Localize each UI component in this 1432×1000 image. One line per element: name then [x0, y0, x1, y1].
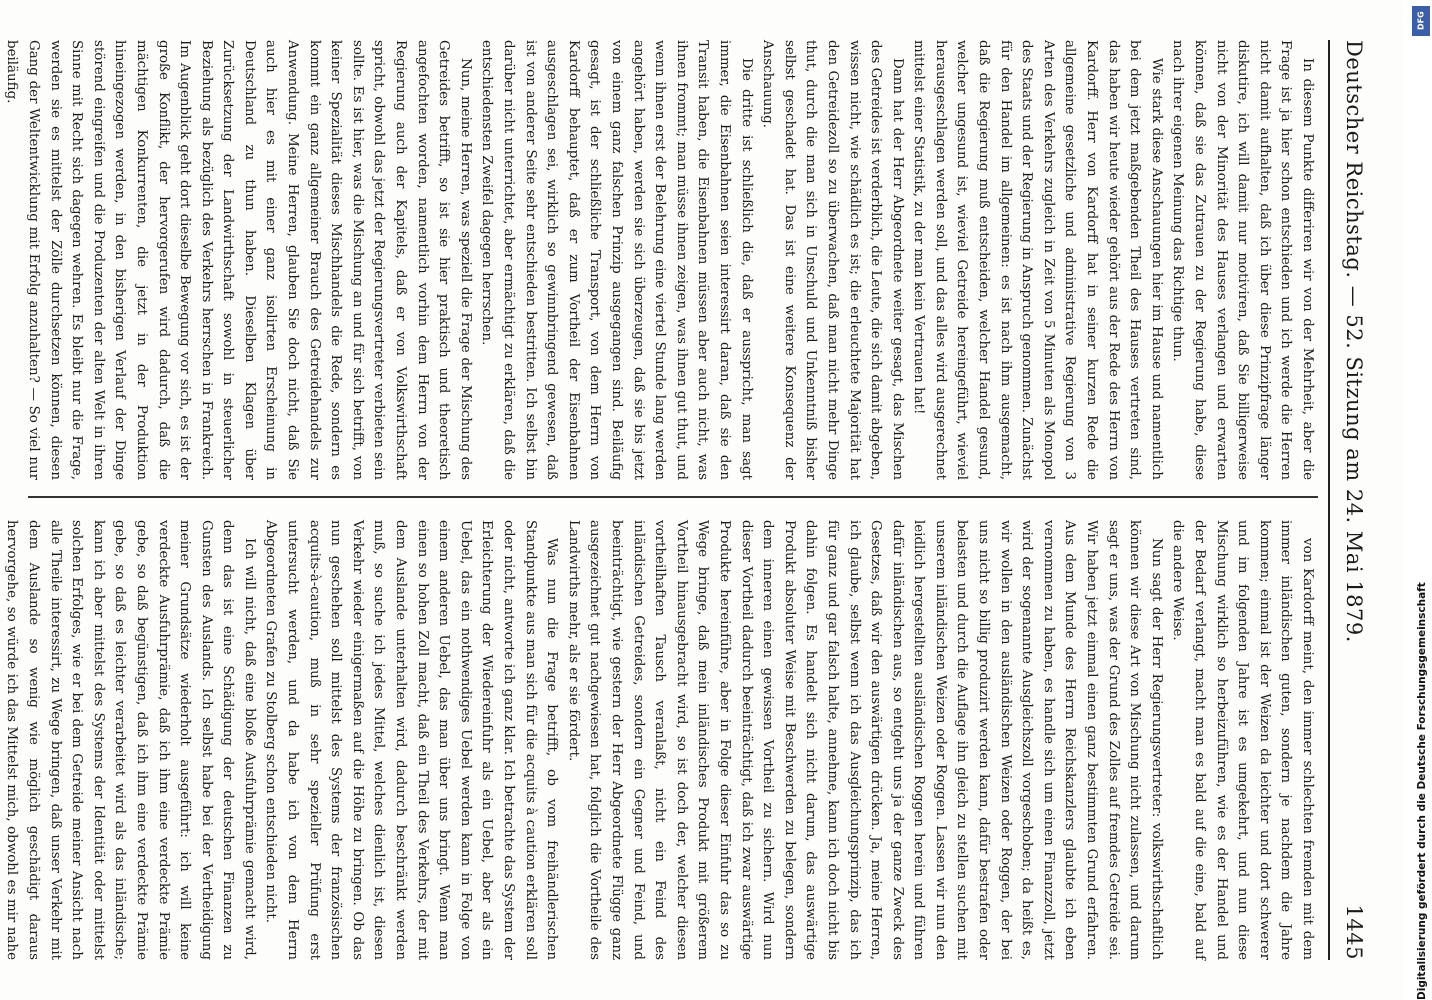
paragraph	[0, 40, 1, 480]
page-number: 1445	[1342, 904, 1366, 960]
paragraph: Was nun die Frage betrifft, ob vom freihändlerischen Standpunkte aus man sich für die acquits à caution erklären soll oder nicht, antworte ich ganz klar. Ich betrachte das System der Erleichterung der Wiedereinfuhr als ein Uebel, aber als ein Uebel, das ein nothwendiges Uebel werden kann in Folge von einem anderen Uebel, das man über uns bringt. Wenn man einen so hohen Zoll macht, daß ein Theil des Verkehrs, der mit dem Auslande unterhalten wird, dadurch beschränkt werden muß, so suche ich jedes Mittel, welches dienlich ist, diesen Verkehr wieder einigermaßen auf die Höhe zu bringen. Ob das nun geschehen soll mittelst des Systems der französischen acquits-à-caution, muß in sehr spezieller Prüfung erst untersucht werden, und da habe ich von dem Herrn Abgeordneten Grafen zu Stolberg schon entschieden nicht.	[263, 520, 560, 960]
paragraph: Die dritte ist schließlich die, daß er ausspricht, man sagt immer, die Eisenbahnen seien interessirt daran, daß sie den Transit haben, die Eisenbahnen müssen aber auch nicht, was ihnen frommt; man müsse ihnen zeigen, was ihnen gut thut, und wenn ihnen erst der Belehrung eine viertel Stunde lang werden angehört haben, werden sie sich überzeugen, daß sie bis jetzt von einem ganz falschen Prinzip ausgegangen sind. Beiläufig gesagt, ist der schließliche Transport, von dem Herrn von Kardorff behauptet, daß er zum Vortheil der Eisenbahnen ausgeschlagen sei, wirklich so gewinnbringend gewesen, daß ist von anderer Seite sehr entschieden bestritten. Ich selbst bin darüber nicht unterrichtet, aber ermächtigt zu erklären, daß die entschiedensten Zweifel dagegen herrschen.	[479, 40, 754, 480]
paragraph: Nun, meine Herren, was speziell die Frage der Mischung des Getreides betrifft, so ist sie hier praktisch und theoretisch angefochten worden, namentlich vorhin dem Herrn von der Regierung auch der Kapitels, daß er von Volkswirthschaft spricht, obwohl das jetzt der Regierungsvertreter verbieten sein sollte. Es ist hier, was die Mischung an und für sich betrifft, von keiner Spezialität dieses Mischhandels die Rede, sondern es kommt ein ganz allgemeiner Brauch des Getreidehandels zur Anwendung. Meine Herren, glauben Sie doch nicht, daß Sie auch hier es mit einer ganz isolirten Erscheinung in Deutschland zu thun haben. Dieselben Klagen über Zurücksetzung der Landwirthschaft sowohl in steuerlicher Beziehung als bezüglich des Verkehrs herrschen in Frankreich. Im Augenblick geht dort dieselbe Bewegung vor sich, es ist der große Konflikt, der hervorgerufen wird dadurch, daß die mächtigen Konkurrenten, die jetzt in der Produktion hineingezogen werden, in den bisherigen Verlauf der Dinge störend eingreifen und die Produzenten der alten Welt in ihren Sinne mit Recht sich dagegen wehren. Es bleibt nur die Frage, werden sie es mittelst der Zölle durchsetzen können, diesen Gang der Weltentwicklung mit Erfolg anzuhalten? — So viel nur beiläufig.	[4, 40, 473, 480]
digitization-credit: Digitalisierung gefördert durch die Deutsche Forschungsgemeinschaft	[1416, 582, 1428, 1000]
paragraph: Nun sagt der Herr Regierungsvertreter: volkswirthschaftlich können wir diese Art von Mischung nicht zulassen, und darum sagt er uns, was der Grund des Zolles auf fremdes Getreide sei. Wir haben jetzt einmal einen ganz bestimmten Grund erfahren. Aus dem Munde des Herrn Reichskanzlers glaubte ich eben vernommen zu haben, es handle sich um einen Finanzzoll, jetzt wird der sogenannte Ausgleichszoll vorgeschoben; da heißt es, wir wollen in den ausländischen Weizen oder Roggen, der bei uns nicht so billig produzirt werden kann, dafür bestrafen oder belasten und durch die Auflage ihn gleich zu stellen suchen mit unserem inländischen Weizen oder Roggen. Lassen wir nun den leidlich hergestellten ausländischen Roggen herein und führen dafür inländischen aus, so entgeht uns ja der ganze Zweck des Gesetzes, daß wir den auswärtigen drücken. Ja, meine Herren, ich glaube, selbst wenn ich das Ausgleichungsprinzip, das ich für ganz und gar falsch halte, annehme, kann ich doch nicht bis dahin folgen. Es handelt sich nicht darum, das auswärtige Produkt absoluter Weise mit Beschwerden zu belegen, sondern dem inneren einen gewissen Vortheil zu sichern. Wird nun dieser Vortheil dadurch beeinträchtigt, daß ich zwar auswärtige Produkte hereinführe, aber in Folge dieser Einfuhr das so zu Wege bringe, daß mein inländisches Produkt mit größerem Vortheil hinausgebracht wird, so ist doch der, welcher diesen vortheilhaften Tausch veranlaßt, nicht ein Feind des inländischen Getreides, sondern ein Gegner und Feind, und beeinträchtigt, wie gestern der Herr Abgeordnete Flügge ganz ausgezeichnet gut nachgewiesen hat, folglich die Vortheile des Landwirths mehr, als er sie fördert.	[565, 520, 1164, 960]
paragraph: Ich will nicht, daß eine bloße Ausfuhrprämie gemacht wird, denn das ist eine Schädigung der deutschen Finanzen zu Gunsten des Auslands. Ich selbst habe bei der Vertheidigung meiner Grundsätze wiederholt ausgeführt: ich will keine verdeckte Ausfuhrprämie, daß ich ihm eine verdeckte Prämie gebe, so daß begünstigen, daß ich ihm eine verdeckte Prämie gebe, so daß es leichter verarbeitet wird als das inländische; kann ich aber mittelst des Systems der Identität oder mittelst solchen Erfolges, wie er bei dem Getreide meiner Ansicht nach alle Theile interessirt, zu Wege bringen, daß unser Verkehr mit dem Auslande so wenig wie möglich geschädigt daraus hervorgehe, so würde ich das Mittelst mich, obwohl es mir nahe	[4, 520, 257, 960]
paragraph: In diesem Punkte differiren wir von der Mehrheit, aber die Frage ist ja hier schon entschieden und ich werde die Herren nicht damit aufhalten, daß ich über diese Prinzipfrage länger diskutire, ich will damit nur motiviren, daß Sie billigerweise nicht von der Minorität des Hauses verlangen und erwarten können, daß sie das Zutrauen zu der Regierung habe, diese nach ihrer eigenen Meinung das Richtige thun.	[1170, 40, 1315, 480]
paragraph: von Kardorff meint, den immer schlechten fremden mit dem immer inländischen guten, sondern je nachdem die Jahre kommen; einmal ist der Weizen da leichter und dort schwerer und im folgenden Jahre ist es umgekehrt, und nun diese Mischung wirklich so herbeizuführen, wie es der Handel und der Bedarf verlangt, macht man es bald auf die eine, bald auf die andere Weise.	[1170, 520, 1315, 960]
dfg-logo: DFG	[1412, 6, 1430, 36]
paragraph: Dann hat der Herr Abgeordnete weiter gesagt, das Mischen des Getreides ist verderblich, die Leute, die sich damit abgeben, wissen nicht, wie schädlich es ist; die erleuchtete Majorität hat den Getreidezoll so zu überwachen, daß man nicht mehr Dinge thut, durch die man sich in Unschuld und Unkenntniß bisher selbst geschadet hat. Das ist eine weitere Konsequenz der Anschauung.	[760, 40, 905, 480]
column-divider	[28, 496, 1318, 498]
running-head: Deutscher Reichstag. — 52. Sitzung am 24. Mai 1879.	[1342, 40, 1366, 643]
paragraph: Wie stark diese Anschauungen hier im Hause und namentlich bei dem jetzt maßgebenden Theil des Hauses vertreten sind, das haben wir heute wieder gehört aus der Rede des Herrn von Kardorff. Herr von Kardorff hat in seiner kurzen Rede die allgemeine gesetzliche und administrative Regierung von 3 Arten des Verkehrs zugleich in Zeit von 5 Minuten als Monopol des Staats und der Regierung in Anspruch genommen. Zunächst für den Handel im allgemeinen: es ist nach ihm ausgemacht, daß die Regierung muß entscheiden, welcher Handel gesund, welcher ungesund ist, wieviel Getreide hereingeführt, wieviel herausgeschlagen werden soll, und das alles wird ausgerechnet mittelst einer Statistik, zu der man kein Vertrauen hat!	[911, 40, 1164, 481]
credit-strip	[1402, 0, 1432, 1000]
header-rule	[1328, 40, 1330, 960]
text-column-left	[4, 40, 1318, 481]
page-header	[1332, 40, 1366, 960]
text-column-right	[4, 520, 1318, 960]
